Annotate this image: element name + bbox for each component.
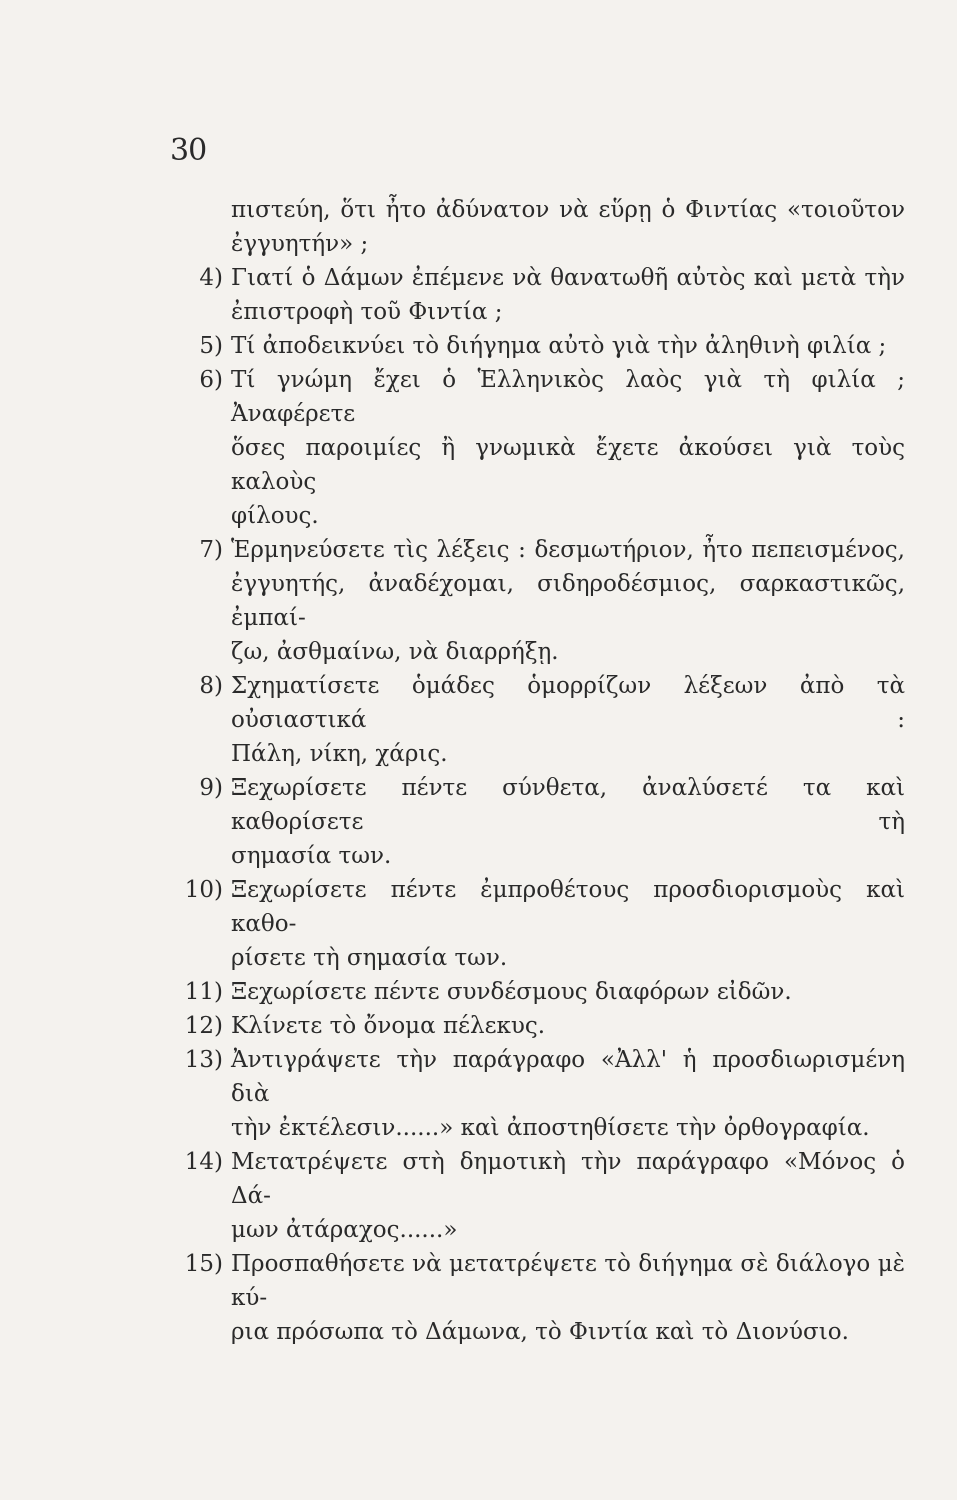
item-number: 15) [184, 1251, 223, 1277]
item-number: 6) [199, 367, 223, 393]
text-line: Σχηματίσετε ὁμάδες ὁμορρίζων λέξεων ἀπὸ τὰ οὐσιαστικά : [231, 673, 905, 733]
text-line: ὅσες παροιμίες ἢ γνωμικὰ ἔχετε ἀκούσει γιὰ τοὺς καλοὺς [231, 435, 905, 495]
list-item [184, 1247, 905, 1349]
item-number: 13) [184, 1047, 223, 1073]
text-line: ἐγγυητής, ἀναδέχομαι, σιδηροδέσμιος, σαρκαστικῶς, ἐμπαί- [231, 571, 905, 631]
list-item [184, 1043, 905, 1145]
text-line: ἐγγυητήν» ; [231, 231, 369, 257]
text-line: μων ἀτάραχος......» [231, 1217, 458, 1243]
text-line: Πάλη, νίκη, χάρις. [231, 741, 448, 767]
list-item [193, 193, 905, 261]
list-item [184, 1009, 905, 1043]
list-item [193, 533, 905, 669]
list-item [184, 873, 905, 975]
item-number: 10) [184, 877, 223, 903]
text-line: Ξεχωρίσετε πέντε συνδέσμους διαφόρων εἰδῶν. [231, 979, 792, 1005]
text-line: Κλίνετε τὸ ὄνομα πέλεκυς. [231, 1013, 546, 1039]
text-line: σημασία των. [231, 843, 392, 869]
item-number: 7) [199, 537, 223, 563]
text-line: Προσπαθήσετε νὰ μετατρέψετε τὸ διήγημα σὲ διάλογο μὲ κύ- [231, 1251, 905, 1311]
list-item [184, 975, 905, 1009]
text-line: Ἀντιγράψετε τὴν παράγραφο «Ἀλλ' ἡ προσδιωρισμένη διὰ [231, 1047, 905, 1107]
list-item [193, 261, 905, 329]
text-line: ρίσετε τὴ σημασία των. [231, 945, 508, 971]
text-line: Τί γνώμη ἔχει ὁ Ἑλληνικὸς λαὸς γιὰ τὴ φιλία ; Ἀναφέρετε [231, 367, 905, 427]
list-item [193, 771, 905, 873]
item-number: 4) [199, 265, 223, 291]
text-line: πιστεύη, ὅτι ἦτο ἀδύνατον νὰ εὕρῃ ὁ Φιντίας «τοιοῦτον [231, 197, 905, 223]
text-line: Ξεχωρίσετε πέντε σύνθετα, ἀναλύσετέ τα καὶ καθορίσετε τὴ [231, 775, 905, 835]
text-line: φίλους. [231, 503, 319, 529]
list-item [193, 329, 905, 363]
text-line: Μετατρέψετε στὴ δημοτικὴ τὴν παράγραφο «Μόνος ὁ Δά- [231, 1149, 905, 1209]
item-number: 11) [184, 979, 223, 1005]
item-number: 9) [199, 775, 223, 801]
text-line: ρια πρόσωπα τὸ Δάμωνα, τὸ Φιντία καὶ τὸ Διονύσιο. [231, 1319, 849, 1345]
text-line: ἐπιστροφὴ τοῦ Φιντία ; [231, 299, 503, 325]
item-number: 12) [184, 1013, 223, 1039]
text-line: Γιατί ὁ Δάμων ἐπέμενε νὰ θανατωθῆ αὐτὸς καὶ μετὰ τὴν [231, 265, 905, 291]
text-line: Τί ἀποδεικνύει τὸ διήγημα αὐτὸ γιὰ τὴν ἀληθινὴ φιλία ; [231, 333, 887, 359]
list-item [193, 363, 905, 533]
exercise-list [184, 193, 905, 1349]
list-item [184, 1145, 905, 1247]
page-number: 30 [170, 133, 207, 168]
list-item [193, 669, 905, 771]
text-line: Ξεχωρίσετε πέντε ἐμπροθέτους προσδιορισμοὺς καὶ καθο- [231, 877, 905, 937]
text-line: ζω, ἀσθμαίνω, νὰ διαρρήξῃ. [231, 639, 559, 665]
text-line: Ἑρμηνεύσετε τὶς λέξεις : δεσμωτήριον, ἦτο πεπεισμένος, [231, 537, 905, 563]
item-number: 5) [199, 333, 223, 359]
item-number: 8) [199, 673, 223, 699]
item-number: 14) [184, 1149, 223, 1175]
text-line: τὴν ἐκτέλεσιν......» καὶ ἀποστηθίσετε τὴν ὀρθογραφία. [231, 1115, 870, 1141]
